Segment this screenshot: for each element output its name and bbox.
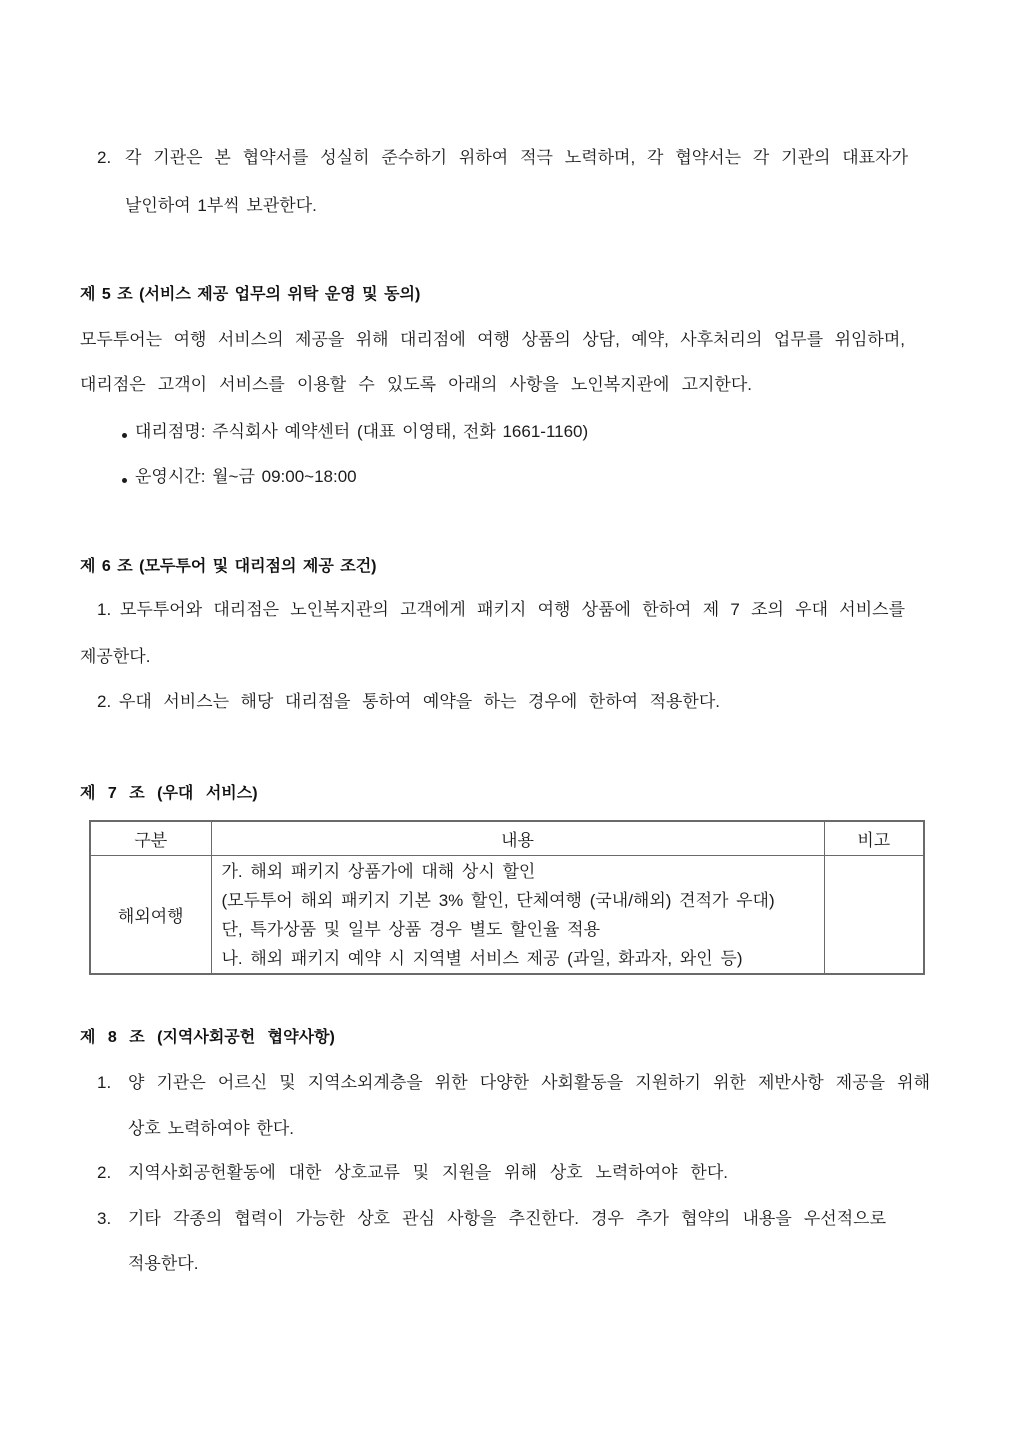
list-number: 3. [97, 1209, 112, 1228]
content-line: 가. 해외 패키지 상품가에 대해 상시 할인 [221, 862, 536, 881]
list-item-text-continued: 적용한다. [128, 1254, 199, 1273]
article-7-heading: 제 7 조 (우대 서비스) [80, 785, 258, 802]
list-item-text: 각 기관은 본 협약서를 성실히 준수하기 위하여 적극 노력하며, 각 협약서는 각 기관의 대표자가 [125, 148, 908, 167]
list-item-text-continued: 날인하여 1부씩 보관한다. [125, 196, 317, 215]
table-header-content: 내용 [211, 821, 824, 856]
list-item-text: 지역사회공헌활동에 대한 상호교류 및 지원을 위해 상호 노력하여야 한다. [128, 1163, 728, 1182]
benefit-table [89, 820, 925, 975]
article-5-paragraph-line: 대리점은 고객이 서비스를 이용할 수 있도록 아래의 사항을 노인복지관에 고지한다. [80, 375, 752, 394]
content-line: (모두투어 해외 패키지 기본 3% 할인, 단체여행 (국내/해외) 견적가 우대) [221, 891, 775, 910]
agency-name-bullet: 대리점명: 주식회사 예약센터 (대표 이영태, 전화 1661-1160) [135, 422, 589, 441]
list-number: 1. [97, 600, 112, 619]
article-8-heading: 제 8 조 (지역사회공헌 협약사항) [80, 1029, 335, 1046]
table-header-note: 비고 [824, 821, 924, 856]
content-line: 나. 해외 패키지 예약 시 지역별 서비스 제공 (과일, 화과자, 와인 등) [221, 949, 743, 968]
content-line: 단, 특가상품 및 일부 상품 경우 별도 할인율 적용 [221, 920, 601, 939]
list-item-text: 양 기관은 어르신 및 지역소외계층을 위한 다양한 사회활동을 지원하기 위한 제반사항 제공을 위해 [128, 1073, 930, 1092]
list-item-text: 모두투어와 대리점은 노인복지관의 고객에게 패키지 여행 상품에 한하여 제 7 조의 우대 서비스를 [120, 600, 905, 619]
bullet-marker [122, 433, 127, 438]
list-number: 1. [97, 1073, 112, 1092]
list-number: 2. [97, 692, 112, 711]
table-header-category: 구분 [90, 821, 211, 856]
table-row [90, 856, 924, 975]
table-cell-content [211, 856, 824, 975]
list-number: 2. [97, 148, 112, 167]
table-cell-note [824, 856, 924, 975]
article-6-heading: 제 6 조 (모두투어 및 대리점의 제공 조건) [80, 558, 377, 575]
table-cell-category: 해외여행 [90, 856, 211, 975]
bullet-marker [122, 478, 127, 483]
list-item-text: 기타 각종의 협력이 가능한 상호 관심 사항을 추진한다. 경우 추가 협약의 내용을 우선적으로 [128, 1209, 886, 1228]
business-hours-bullet: 운영시간: 월~금 09:00~18:00 [135, 467, 357, 486]
list-item-text-continued: 제공한다. [80, 647, 151, 666]
article-5-heading: 제 5 조 (서비스 제공 업무의 위탁 운영 및 동의) [80, 286, 421, 303]
article-5-paragraph-line: 모두투어는 여행 서비스의 제공을 위해 대리점에 여행 상품의 상담, 예약, 사후처리의 업무를 위임하며, [80, 330, 905, 349]
list-item-text-continued: 상호 노력하여야 한다. [128, 1119, 294, 1138]
list-number: 2. [97, 1163, 112, 1182]
list-item-text: 우대 서비스는 해당 대리점을 통하여 예약을 하는 경우에 한하여 적용한다. [119, 692, 720, 711]
table-header-row [90, 821, 924, 856]
